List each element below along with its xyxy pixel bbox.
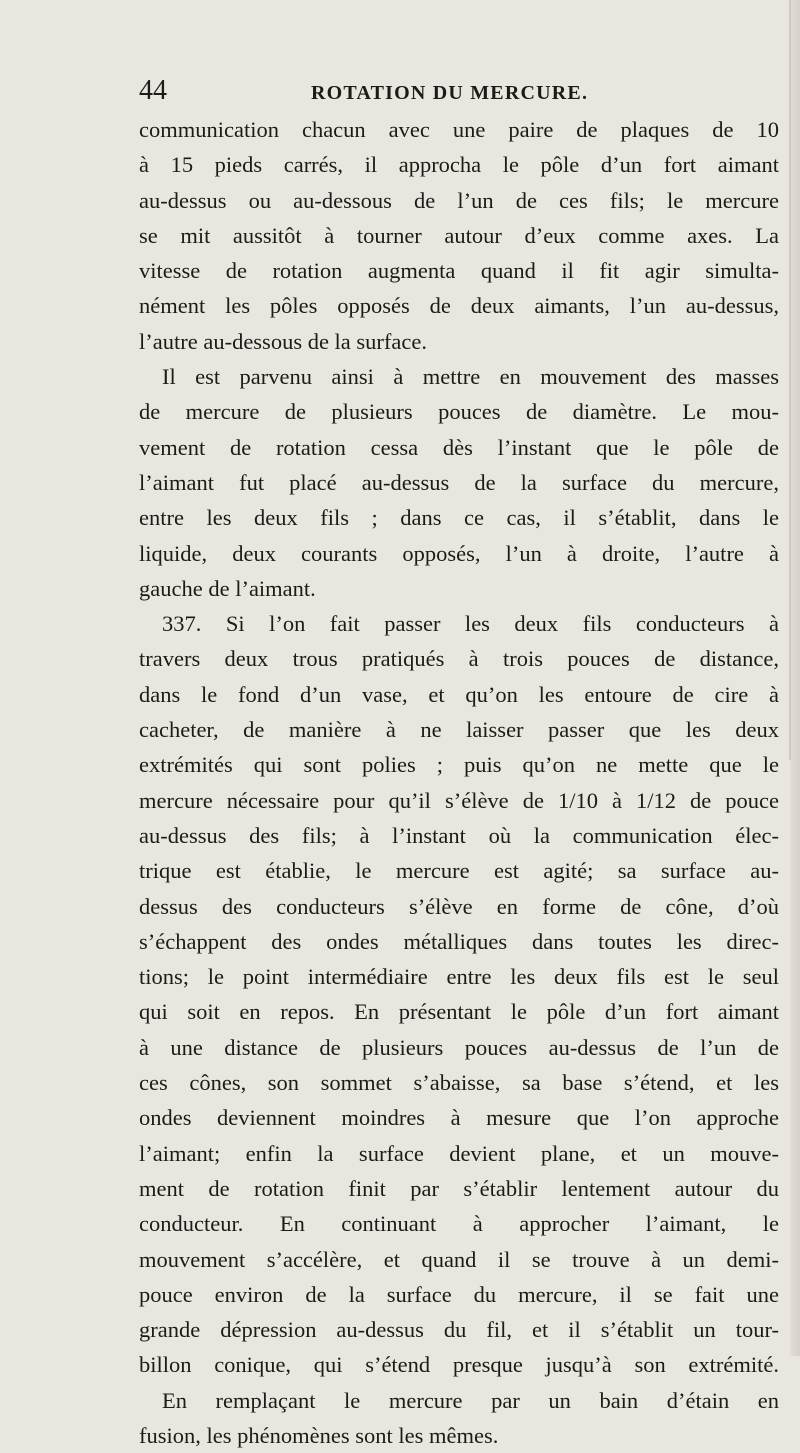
text-line: pouce environ de la surface du mercure, il se fait une [139, 1281, 779, 1307]
text-line: au-dessus des fils; à l’instant où la communication élec- [139, 822, 779, 848]
body-text [139, 112, 779, 1453]
text-line: s’échappent des ondes métalliques dans toutes les direc- [139, 928, 779, 954]
text-line: tions; le point intermédiaire entre les deux fils est le seul [139, 964, 779, 990]
text-line: ment de rotation finit par s’établir lentement autour du [139, 1175, 779, 1201]
text-line: conducteur. En continuant à approcher l’aimant, le [139, 1211, 779, 1237]
text-line: l’aimant; enfin la surface devient plane, et un mouve- [139, 1140, 779, 1166]
text-line: grande dépression au-dessus du fil, et il s’établit un tour- [139, 1317, 779, 1343]
text-line: mercure nécessaire pour qu’il s’élève de 1/10 à 1/12 de pouce [139, 787, 779, 813]
text-line: billon conique, qui s’étend presque jusqu’à son extrémité. [139, 1352, 779, 1378]
text-line: En remplaçant le mercure par un bain d’étain en [162, 1387, 779, 1413]
text-line: à une distance de plusieurs pouces au-dessus de l’un de [139, 1034, 779, 1060]
text-line: ces cônes, son sommet s’abaisse, sa base s’étend, et les [139, 1070, 779, 1096]
text-line: Il est parvenu ainsi à mettre en mouvement des masses [162, 364, 779, 390]
text-line: cacheter, de manière à ne laisser passer que les deux [139, 717, 779, 743]
page-edge [790, 0, 800, 1356]
text-line: liquide, deux courants opposés, l’un à droite, l’autre à [139, 540, 779, 566]
text-line: vitesse de rotation augmenta quand il fit agir simulta- [139, 258, 779, 284]
text-line: 337. Si l’on fait passer les deux fils conducteurs à [162, 611, 779, 637]
text-line: communication chacun avec une paire de plaques de 10 [139, 117, 779, 142]
page-number: 44 [139, 75, 167, 106]
text-line: de mercure de plusieurs pouces de diamètre. Le mou- [139, 399, 779, 425]
text-line: au-dessus ou au-dessous de l’un de ces fils; le mercure [139, 187, 779, 213]
text-line: à 15 pieds carrés, il approcha le pôle d’un fort aimant [139, 152, 779, 178]
page-edge-line [789, 0, 791, 760]
text-line: dessus des conducteurs s’élève en forme de cône, d’où [139, 893, 779, 919]
text-line: ondes deviennent moindres à mesure que l’on approche [139, 1105, 779, 1131]
text-line: trique est établie, le mercure est agité; sa surface au- [139, 858, 779, 884]
running-head: ROTATION DU MERCURE. [311, 82, 589, 104]
text-line: gauche de l’aimant. [139, 575, 316, 601]
text-line: travers deux trous pratiqués à trois pouces de distance, [139, 646, 779, 672]
text-line: se mit aussitôt à tourner autour d’eux comme axes. La [139, 222, 779, 248]
text-line: entre les deux fils ; dans ce cas, il s’établit, dans le [139, 505, 779, 531]
text-line: mouvement s’accélère, et quand il se trouve à un demi- [139, 1246, 779, 1272]
text-line: nément les pôles opposés de deux aimants, l’un au-dessus, [139, 293, 779, 319]
text-line: extrémités qui sont polies ; puis qu’on ne mette que le [139, 752, 779, 778]
text-line: qui soit en repos. En présentant le pôle d’un fort aimant [139, 999, 779, 1025]
text-line: dans le fond d’un vase, et qu’on les entoure de cire à [139, 681, 779, 707]
text-line: fusion, les phénomènes sont les mêmes. [139, 1422, 499, 1448]
text-line: vement de rotation cessa dès l’instant que le pôle de [139, 434, 779, 460]
text-line: l’aimant fut placé au-dessus de la surface du mercure, [139, 469, 779, 495]
text-line: l’autre au-dessous de la surface. [139, 328, 427, 354]
page-header [139, 76, 779, 116]
